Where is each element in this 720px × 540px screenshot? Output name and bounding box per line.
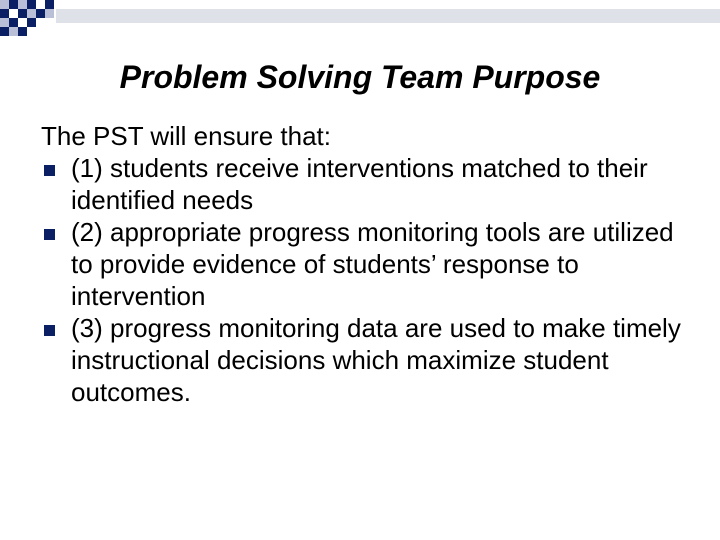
list-item: [41, 312, 701, 408]
square-bullet-icon: [44, 325, 55, 336]
header-accent-bar: [56, 9, 720, 23]
bullet-text: (3) progress monitoring data are used to make timely instructional decisions which maximize student outcomes.: [71, 313, 681, 407]
list-item: [41, 152, 701, 216]
square-bullet-icon: [44, 229, 55, 240]
bullet-text: (2) appropriate progress monitoring tools are utilized to provide evidence of students’ response to intervention: [71, 217, 674, 311]
slide-body: [41, 118, 701, 408]
square-bullet-icon: [44, 165, 55, 176]
slide-title: Problem Solving Team Purpose: [119, 59, 601, 95]
bullet-list: [41, 152, 701, 408]
list-item: [41, 216, 701, 312]
checkerboard-decoration: [0, 0, 60, 40]
bullet-text: (1) students receive interventions matched to their identified needs: [71, 153, 648, 215]
lead-text: The PST will ensure that:: [41, 121, 331, 151]
